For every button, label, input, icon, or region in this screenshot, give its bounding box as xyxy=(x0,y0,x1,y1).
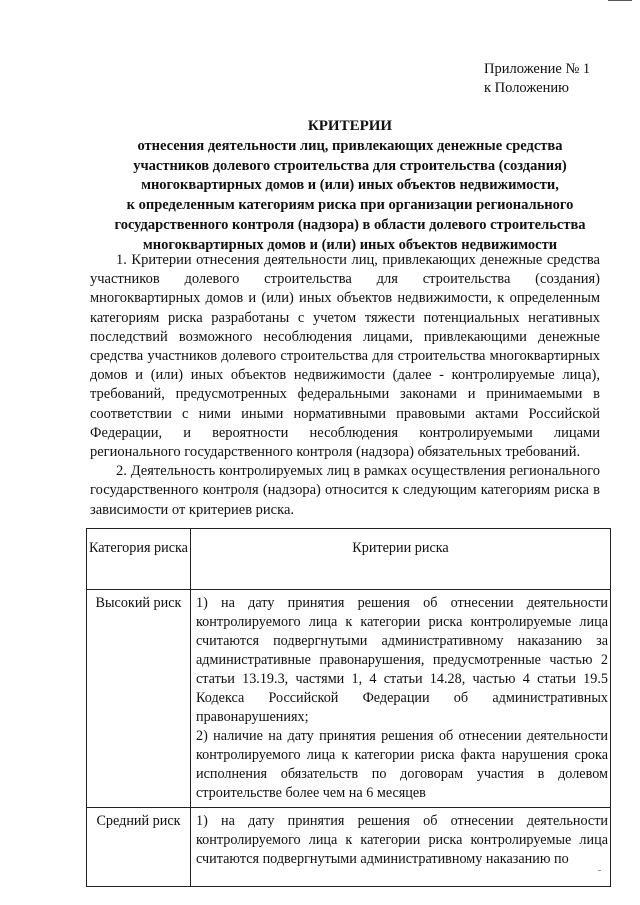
title-line: многоквартирных домов и (или) иных объектов недвижимости, xyxy=(141,177,559,194)
document-title xyxy=(80,117,620,256)
title-heading: КРИТЕРИИ xyxy=(307,118,393,134)
criteria-cell xyxy=(191,590,611,808)
criteria-item: 1) на дату принятия решения об отнесении деятельности контролируемого лица к категории риска контролируемые лица считаются подвергнутыми административному наказанию по xyxy=(196,813,608,867)
title-line: к определенным категориям риска при организации регионального xyxy=(126,197,574,214)
risk-criteria-table xyxy=(86,528,611,887)
criteria-item: 1) на дату принятия решения об отнесении деятельности контролируемого лица к категории риска контролируемые лица считаются подвергнутыми административному наказанию за административные правонарушения, предусмотренные частью 2 статьи 13.19.3, частями 1, 4 статьи 14.28, частью 4 статьи 19.5 Кодекса Российской Федерации об административных правонарушениях; xyxy=(196,595,608,725)
table-header-row xyxy=(87,529,611,590)
body-text xyxy=(90,251,600,520)
criteria-cell xyxy=(191,808,611,887)
header-category: Категория риска xyxy=(87,529,191,590)
appendix-line-1: Приложение № 1 xyxy=(484,61,591,77)
paragraph-1: 1. Критерии отнесения деятельности лиц, привлекающих денежные средства участников долевого строительства для строительства (создания) многоквартирных домов и (или) иных объектов недвижимости, к определенным категориям риска разработаны с учетом тяжести потенциальных негативных последствий возможного несоблюдения лицами, привлекающими денежные средства участников долевого строительства для строительства многоквартирных домов и (или) иных объектов недвижимости (далее - контролируемые лица), требований, предусмотренных федеральными законами и принимаемыми в соответствии с ними иными нормативными правовыми актами Российской Федерации, и вероятности несоблюдения контролируемыми лицами регионального государственного контроля (надзора) обязательных требований. xyxy=(90,252,600,461)
appendix-line-2: к Положению xyxy=(484,80,569,96)
title-line: многоквартирных домов и (или) иных объектов недвижимости xyxy=(142,236,558,253)
scan-corner-mark xyxy=(608,0,632,1)
header-criteria: Критерии риска xyxy=(191,529,611,590)
title-line: отнесения деятельности лиц, привлекающих денежные средства xyxy=(137,137,563,154)
category-cell: Средний риск xyxy=(87,808,191,887)
criteria-item: 2) наличие на дату принятия решения об отнесении деятельности контролируемого лица к категории риска факта нарушения срока исполнения обязательств по договорам участия в долевом строительстве более чем на 6 месяцев xyxy=(196,728,608,801)
category-cell: Высокий риск xyxy=(87,590,191,808)
title-line: государственного контроля (надзора) в области долевого строительства xyxy=(114,216,586,233)
paragraph-2: 2. Деятельность контролируемых лиц в рамках осуществления регионального государственного контроля (надзора) относится к следующим категориям риска в зависимости от критериев риска. xyxy=(90,463,600,518)
title-line: участников долевого строительства для строительства (создания) xyxy=(133,157,567,174)
scan-speck xyxy=(598,870,601,871)
appendix-reference xyxy=(484,60,590,98)
table-row xyxy=(87,590,611,808)
table-row xyxy=(87,808,611,887)
